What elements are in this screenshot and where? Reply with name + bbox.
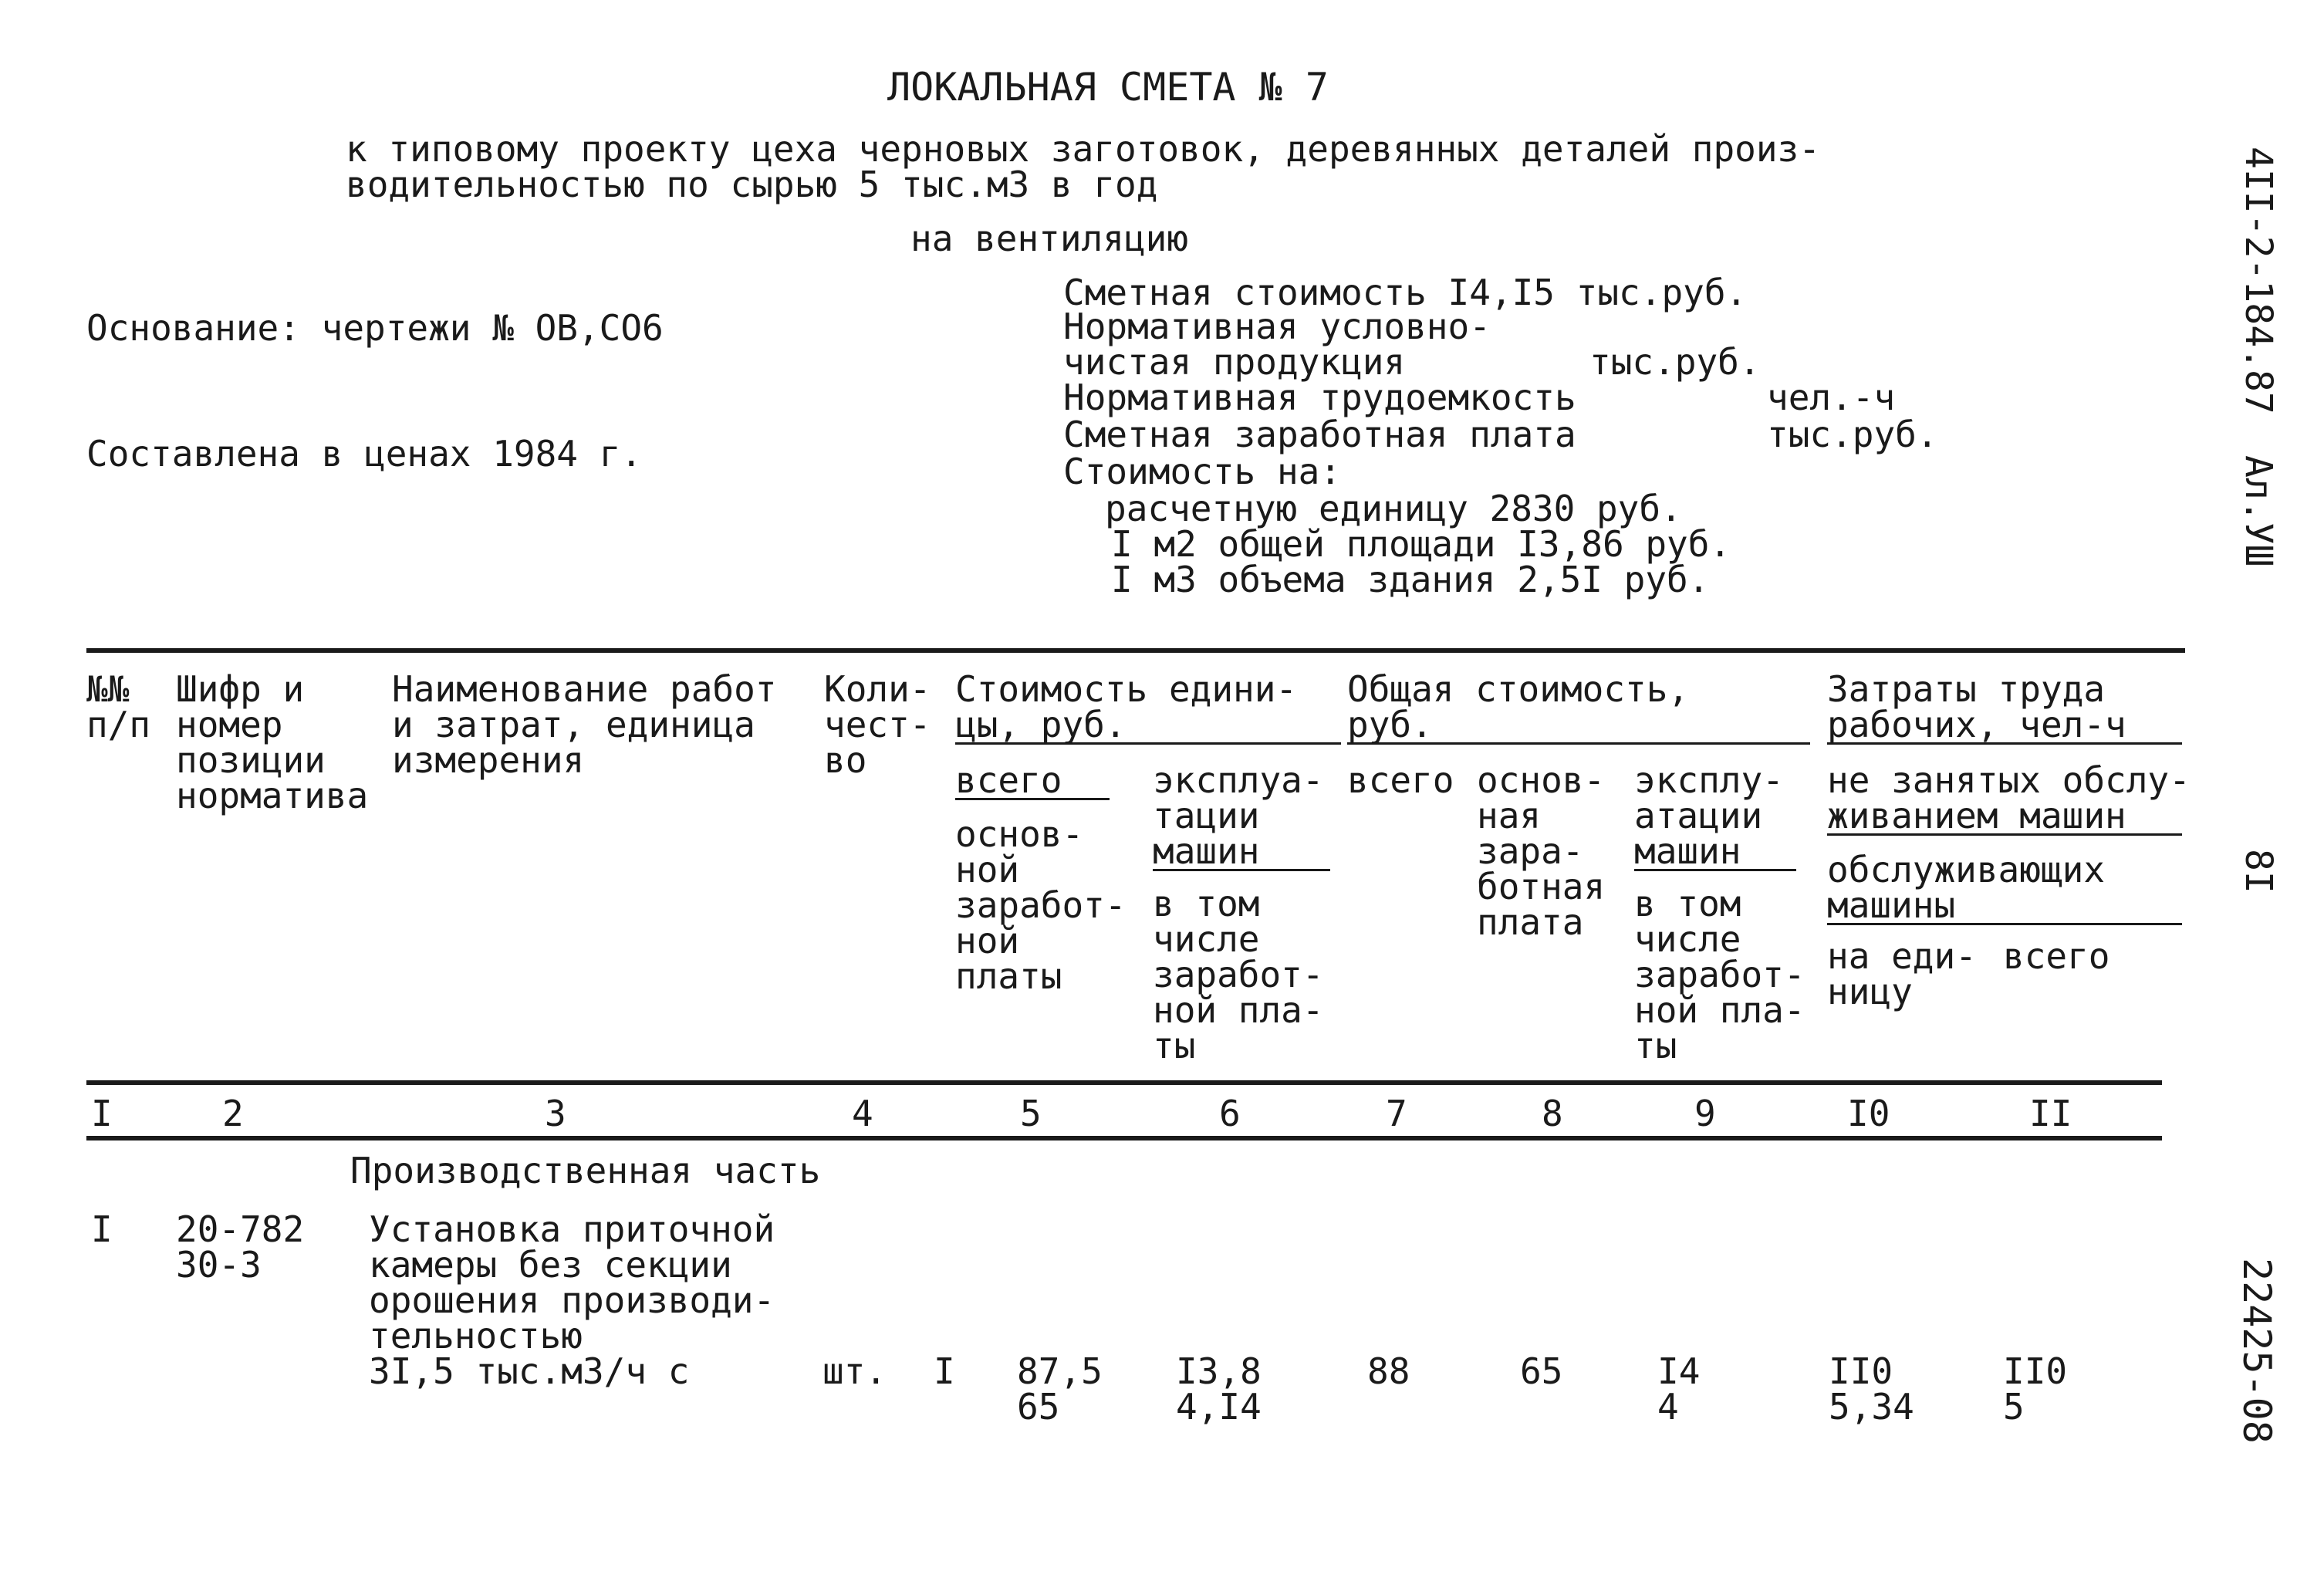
header-col-10-per-unit: на еди- ницу — [1827, 935, 1977, 1012]
header-col-9-wage: в том числе заработ- ной пла- ты — [1634, 883, 1805, 1066]
subtitle-line-1: к типовому проекту цеха черновых заготовок, деревянных деталей произ- — [346, 128, 1820, 170]
basis-text: Основание: чертежи № ОВ,СО6 — [86, 307, 664, 349]
row-labor-total: II0 5 — [2003, 1350, 2068, 1428]
header-col-5-total: всего — [955, 759, 1062, 801]
header-col-10-not-serving: не занятых обслу- живанием машин — [1827, 759, 2191, 836]
header-col-11-total: всего — [2003, 935, 2110, 977]
cost-per-m2: I м2 общей площади I3,86 руб. — [1111, 523, 1731, 565]
labor-intensity: Нормативная трудоемкость — [1063, 377, 1576, 418]
col-number: II — [2029, 1093, 2072, 1134]
header-col-4: Коли- чест- во — [824, 668, 931, 781]
row-unit-cost: 87,5 65 — [1017, 1350, 1103, 1428]
header-col-5-total-underline — [955, 798, 1110, 800]
header-col-3: Наименование работ и затрат, единица измерения — [392, 668, 777, 781]
column-numbers-bottom-rule — [86, 1136, 2162, 1140]
estimated-cost: Сметная стоимость I4,I5 тыс.руб. — [1063, 272, 1748, 313]
document-title: ЛОКАЛЬНАЯ СМЕТА № 7 — [887, 65, 1329, 110]
labor-intensity-unit: чел.-ч — [1767, 377, 1896, 418]
row-total-cost: 88 — [1367, 1350, 1410, 1392]
header-col-6-underline — [1153, 869, 1330, 871]
row-total-machine: I4 4 — [1657, 1350, 1701, 1428]
col-number: I — [91, 1093, 113, 1134]
section-title: Производственная часть — [350, 1150, 821, 1191]
normative-product-2: чистая продукция — [1063, 341, 1406, 383]
col-number: 3 — [545, 1093, 566, 1134]
header-col-7-top: Общая стоимость, — [1347, 668, 1690, 710]
cost-per-m3: I м3 объема здания 2,5I руб. — [1111, 559, 1710, 600]
cost-per-unit: расчетную единицу 2830 руб. — [1105, 488, 1682, 529]
subtitle-line-3: на вентиляцию — [910, 218, 1189, 259]
header-col-5-wage: основ- ной заработ- ной платы — [955, 813, 1127, 997]
side-page: 8I — [2237, 849, 2280, 894]
row-labor-per-unit: II0 5,34 — [1829, 1350, 1914, 1428]
row-number: I — [91, 1208, 113, 1250]
header-col-10-top: Затраты труда рабочих, чел-ч — [1827, 668, 2126, 745]
col-number: 4 — [852, 1093, 873, 1134]
side-album: Ал.УШ — [2237, 455, 2280, 567]
header-bottom-rule — [86, 1080, 2162, 1085]
side-stamp: 22425-08 — [2234, 1258, 2279, 1444]
normative-product-1: Нормативная условно- — [1063, 306, 1491, 347]
col-number: I0 — [1847, 1093, 1890, 1134]
row-unit-machine-cost: I3,8 4,I4 — [1176, 1350, 1262, 1428]
side-code: 4II-2-184.87 — [2237, 147, 2280, 414]
col-number: 7 — [1386, 1093, 1407, 1134]
header-col-5-top2: цы, руб. — [955, 704, 1127, 745]
header-col-7-top2: руб. — [1347, 704, 1433, 745]
header-col-10-not-underline — [1827, 833, 2182, 836]
table-top-rule — [86, 648, 2185, 653]
col-number: 8 — [1542, 1093, 1563, 1134]
row-total-wage: 65 — [1520, 1350, 1563, 1392]
wage: Сметная заработная плата — [1063, 414, 1576, 455]
header-col-2: Шифр и номер позиции норматива — [176, 668, 369, 816]
header-col-7-underline — [1347, 742, 1810, 745]
cost-per-label: Стоимость на: — [1063, 451, 1342, 492]
header-col-1: №№ п/п — [86, 668, 151, 745]
header-col-9-underline — [1634, 869, 1796, 871]
subtitle-line-2: водительностью по сырью 5 тыс.м3 в год — [346, 164, 1158, 205]
header-col-8-wage: основ- ная зара- ботная плата — [1477, 759, 1606, 943]
header-col-10-serving-underline — [1827, 923, 2182, 925]
header-col-5-top: Стоимость едини- — [955, 668, 1298, 710]
row-unit: шт. — [823, 1350, 887, 1392]
col-number: 6 — [1219, 1093, 1241, 1134]
row-name: Установка приточной камеры без секции орошения производи- тельностью 3I,5 тыс.м3/ч с — [369, 1208, 775, 1392]
header-col-10-serving: обслуживающих машины — [1827, 849, 2106, 926]
col-number: 2 — [222, 1093, 244, 1134]
header-col-6-exp: эксплуа- тации машин — [1153, 759, 1324, 872]
row-quantity: I — [934, 1350, 955, 1392]
prices-text: Составлена в ценах 1984 г. — [86, 433, 643, 475]
col-number: 9 — [1694, 1093, 1716, 1134]
header-col-9-exp: эксплу- атации машин — [1634, 759, 1784, 872]
header-col-6-wage: в том числе заработ- ной пла- ты — [1153, 883, 1324, 1066]
header-col-5-underline — [955, 742, 1341, 745]
normative-product-unit: тыс.руб. — [1589, 341, 1761, 383]
row-code: 20-782 30-3 — [176, 1208, 305, 1286]
header-col-10-underline — [1827, 742, 2182, 745]
col-number: 5 — [1020, 1093, 1042, 1134]
wage-unit: тыс.руб. — [1767, 414, 1938, 455]
header-col-7-total: всего — [1347, 759, 1454, 801]
